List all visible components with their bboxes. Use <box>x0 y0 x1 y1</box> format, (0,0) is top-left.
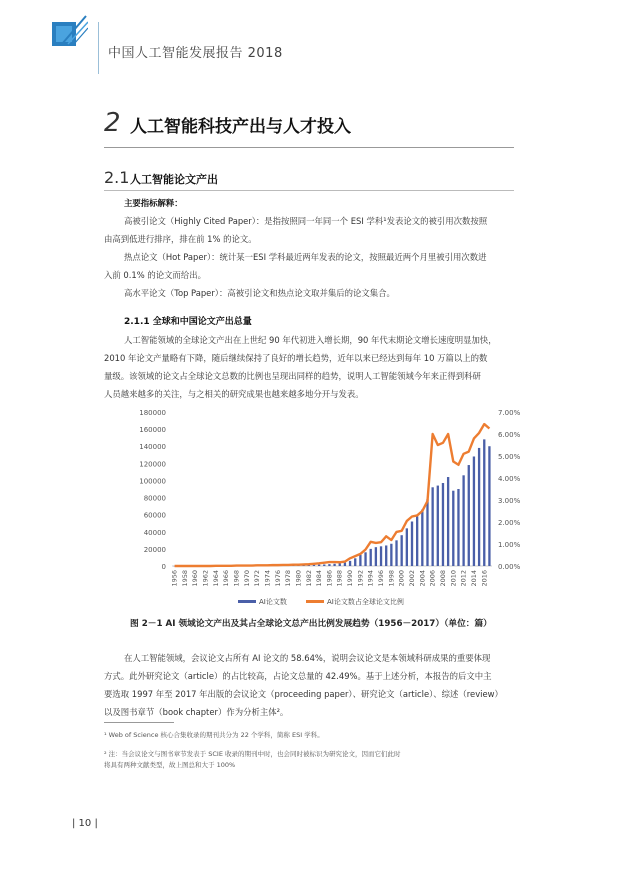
x-tick-label: 2004 <box>418 570 427 587</box>
bar <box>406 528 408 566</box>
y-left-tick-label: 160000 <box>139 426 166 435</box>
x-tick-label: 1976 <box>273 570 282 587</box>
y-left-tick-label: 180000 <box>139 409 166 417</box>
bar <box>390 544 392 566</box>
x-tick-label: 1956 <box>170 570 179 587</box>
report-title: 中国人工智能发展报告 2018 <box>108 46 283 61</box>
bar <box>323 564 325 566</box>
report-logo <box>52 14 88 50</box>
bar <box>483 439 485 566</box>
x-tick-label: 1970 <box>242 570 251 587</box>
y-right-tick-label: 5.00% <box>498 453 521 461</box>
bar <box>426 499 428 566</box>
x-tick-label: 1986 <box>325 570 334 587</box>
bar <box>359 555 361 566</box>
chapter-rule <box>104 147 514 148</box>
bar <box>447 477 449 566</box>
bar <box>473 456 475 566</box>
bar <box>364 552 366 566</box>
y-left-tick-label: 80000 <box>143 494 166 503</box>
body-line: 2010 年论文产量略有下降，随后继续保持了良好的增长趋势，近年以来已经达到每年 10 万篇以上的数 <box>104 353 488 363</box>
y-right-tick-label: 6.00% <box>498 431 521 439</box>
y-left-tick-label: 0 <box>161 563 166 571</box>
x-tick-label: 2002 <box>408 570 416 587</box>
x-tick-label: 1968 <box>232 570 241 587</box>
bar <box>411 522 413 566</box>
footnote-2: ² 注：当会议论文与图书章节发表于 SCIE 收录的期刊中时，也会同时被标识为研究论文，因而它们此时 <box>104 750 401 758</box>
x-tick-label: 1988 <box>335 570 344 587</box>
x-tick-label: 1984 <box>315 570 324 587</box>
x-tick-label: 2010 <box>449 570 458 587</box>
section-number: 2.1 <box>104 168 130 187</box>
bar <box>339 563 341 566</box>
y-right-tick-label: 3.00% <box>498 497 521 505</box>
body-line: 人员越来越多的关注，与之相关的研究成果也越来越多地分开与发表。 <box>104 389 364 399</box>
x-tick-label: 1990 <box>346 570 355 587</box>
body-line: 以及图书章节（book chapter）作为分析主体²。 <box>104 707 289 717</box>
x-tick-label: 1964 <box>211 570 220 587</box>
bar <box>401 535 403 566</box>
bar <box>375 547 377 566</box>
bar <box>354 558 356 566</box>
bar <box>452 491 454 566</box>
bar <box>344 563 346 566</box>
chapter-title: 人工智能科技产出与人才投入 <box>130 117 351 137</box>
bar <box>380 546 382 566</box>
x-tick-label: 1958 <box>180 570 189 587</box>
y-right-tick-label: 1.00% <box>498 541 521 549</box>
legend-label-line: AI论文数占全球论文比例 <box>327 598 404 606</box>
x-tick-label: 1992 <box>356 570 365 587</box>
bar <box>421 510 423 566</box>
indicator-top-paper: 高水平论文（Top Paper）：高被引论文和热点论文取并集后的论文集合。 <box>124 288 395 298</box>
x-tick-label: 1978 <box>284 570 293 587</box>
y-left-tick-label: 40000 <box>143 528 166 537</box>
x-tick-label: 1994 <box>366 570 375 587</box>
x-tick-label: 1966 <box>222 570 231 587</box>
page-number: | 10 | <box>72 818 98 829</box>
x-tick-label: 1974 <box>263 570 272 587</box>
body-line: 要选取 1997 年至 2017 年出版的会议论文（proceeding paper）、研究论文（article）、综述（review） <box>104 689 503 699</box>
bar <box>385 545 387 566</box>
y-left-tick-label: 140000 <box>139 443 166 452</box>
body-line: 量级。该领域的论文占全球论文总数的比例也呈现出同样的趋势，说明人工智能领域今年来正得到科研 <box>104 371 481 381</box>
y-left-tick-label: 20000 <box>143 545 166 554</box>
subsection-title: 2.1.1 全球和中国论文产出总量 <box>124 317 252 327</box>
x-tick-label: 1996 <box>377 570 385 587</box>
bar <box>442 483 444 566</box>
bar <box>468 465 470 566</box>
x-tick-label: 1980 <box>294 570 303 587</box>
bar <box>395 540 397 566</box>
indicator-hot-paper: 热点论文（Hot Paper）：统计某一ESI 学科最近两年发表的论文，按照最近两个月里被引用次数进 <box>124 252 487 262</box>
y-right-tick-label: 7.00% <box>498 409 521 417</box>
section-rule <box>104 190 514 191</box>
x-tick-label: 2000 <box>397 570 406 587</box>
y-right-tick-label: 2.00% <box>498 519 521 527</box>
body-line: 人工智能领域的全球论文产出在上世纪 90 年代初进入增长期，90 年代末期论文增长速度明显加快， <box>124 335 497 345</box>
indicator-highly-cited-cont: 由高到低进行排序，排在前 1% 的论文。 <box>104 234 257 244</box>
x-tick-label: 1982 <box>304 570 313 587</box>
bar <box>457 489 459 566</box>
legend-swatch-bars <box>238 600 256 603</box>
x-tick-label: 1998 <box>387 570 396 587</box>
y-left-tick-label: 60000 <box>143 511 166 520</box>
legend-swatch-line <box>306 600 324 603</box>
x-tick-label: 2012 <box>459 570 468 587</box>
y-right-tick-label: 4.00% <box>498 475 521 483</box>
legend-label-bars: AI论文数 <box>259 598 287 606</box>
x-tick-label: 1962 <box>201 570 210 587</box>
indicator-heading: 主要指标解释： <box>124 198 183 208</box>
bar <box>370 549 372 566</box>
footnote-1: ¹ Web of Science 核心合集收录的期刊共分为 22 个学科，简称 ESI 学科。 <box>104 731 324 739</box>
x-tick-label: 1960 <box>191 570 200 587</box>
body-line: 方式。此外研究论文（article）的占比较高，占论文总量的 42.49%。基于上述分析，本报告的后文中主 <box>104 671 492 681</box>
bar <box>333 564 335 566</box>
x-tick-label: 1972 <box>253 570 262 587</box>
indicator-highly-cited: 高被引论文（Highly Cited Paper）：是指按照同一年同一个 ESI 学科¹发表论文的被引用次数按照 <box>124 216 488 226</box>
ai-papers-chart <box>120 400 540 612</box>
x-tick-label: 2008 <box>439 570 447 587</box>
chapter-number: 2 <box>104 108 121 138</box>
body-line: 在人工智能领域，会议论文占所有 AI 论文的 58.64%，说明会议论文是本领域科研成果的重要体现 <box>124 653 491 663</box>
section-title: 人工智能论文产出 <box>130 173 218 186</box>
header-divider <box>98 22 99 74</box>
bar <box>328 564 330 566</box>
bar <box>318 565 320 566</box>
figure-caption: 图 2－1 AI 领域论文产出及其占全球论文总产出比例发展趋势（1956－2017）（单位：篇） <box>130 619 492 629</box>
x-tick-label: 2006 <box>428 570 437 587</box>
y-left-tick-label: 120000 <box>139 460 166 469</box>
x-tick-label: 2014 <box>469 570 478 587</box>
bar <box>478 448 480 566</box>
y-right-tick-label: 0.00% <box>498 563 521 571</box>
bar <box>349 561 351 566</box>
bar <box>416 516 418 566</box>
bar <box>462 475 464 566</box>
bar <box>431 487 433 566</box>
footnote-2-cont: 将具有两种文献类型，故上图总和大于 100% <box>104 761 236 769</box>
footnote-rule <box>104 722 174 723</box>
bar <box>488 446 490 566</box>
y-left-tick-label: 100000 <box>139 477 166 486</box>
bar <box>437 486 439 566</box>
indicator-hot-paper-cont: 入前 0.1% 的论文而给出。 <box>104 270 206 280</box>
x-tick-label: 2016 <box>480 570 489 587</box>
